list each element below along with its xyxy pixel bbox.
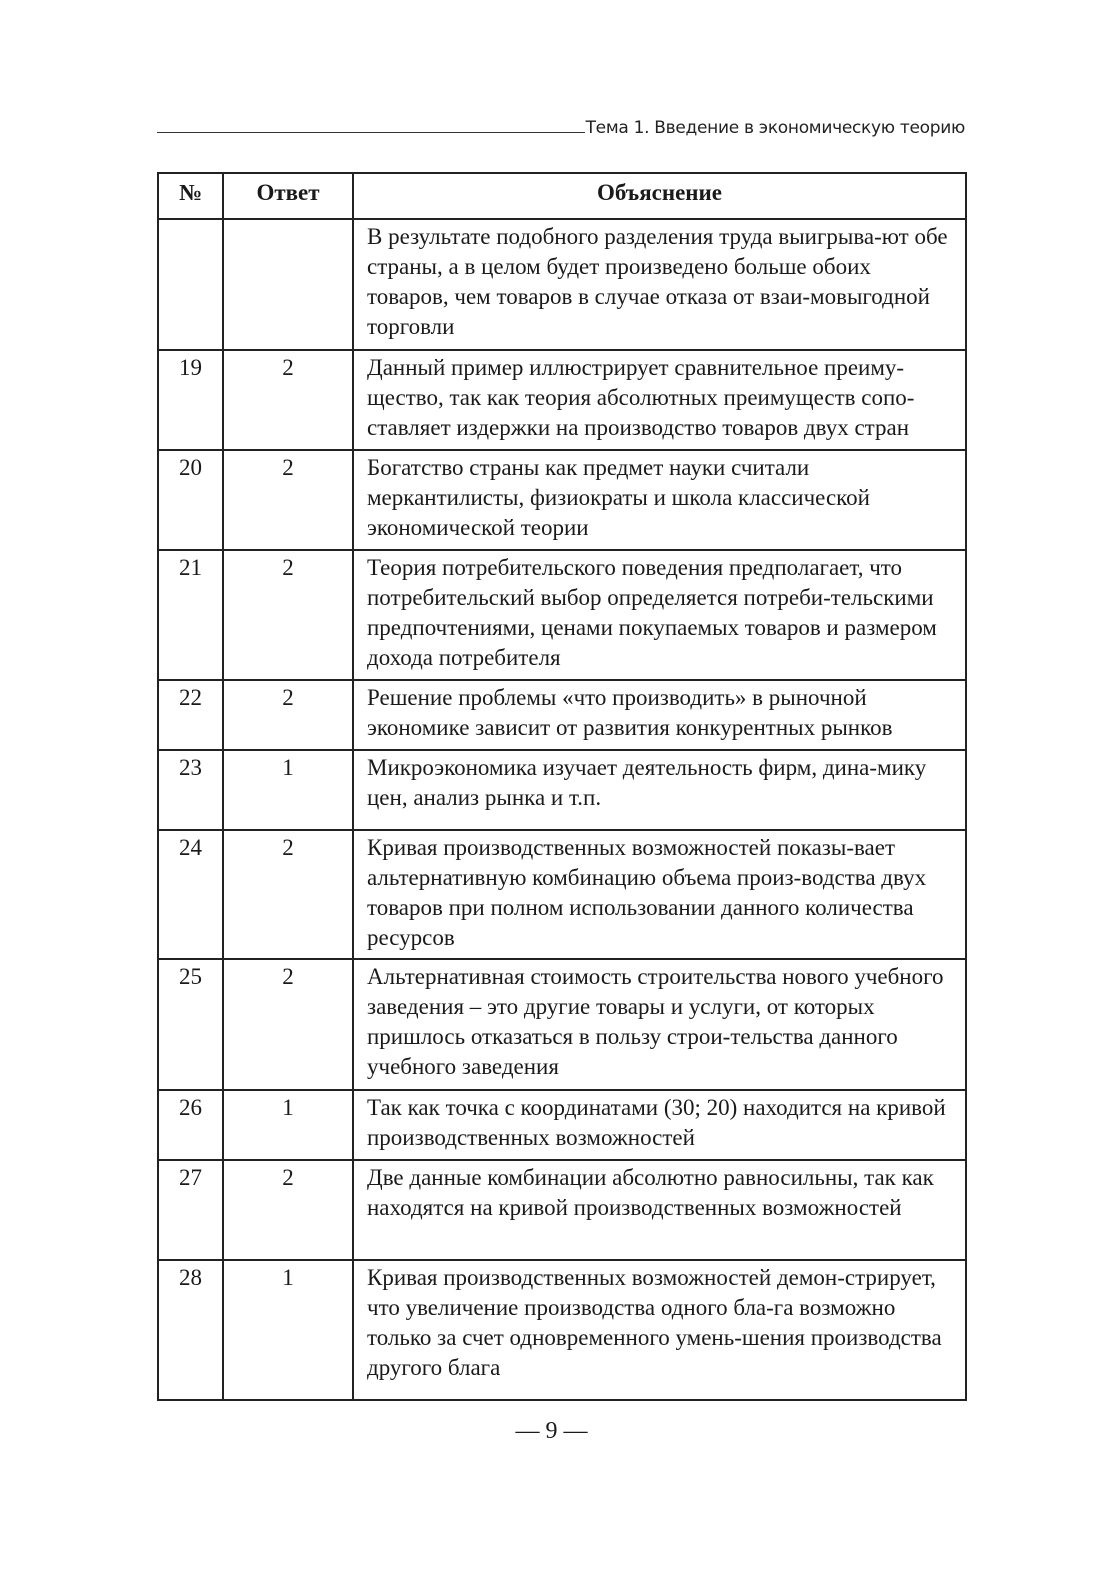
header-rule — [157, 132, 585, 133]
row-answer: 2 — [223, 550, 353, 680]
row-number: 28 — [158, 1260, 223, 1400]
row-answer: 1 — [223, 1090, 353, 1160]
row-explanation: Кривая производственных возможностей демон-стрирует, что увеличение производства одного бла-га возможно только за счет одновременного умень-шения производства другого блага — [353, 1260, 966, 1400]
row-answer: 2 — [223, 450, 353, 550]
table-row — [158, 550, 966, 680]
row-number: 25 — [158, 959, 223, 1090]
row-explanation: Микроэкономика изучает деятельность фирм, дина-мику цен, анализ рынка и т.п. — [353, 750, 966, 830]
row-explanation: Данный пример иллюстрирует сравнительное преиму-щество, так как теория абсолютных преимуществ сопо-ставляет издержки на производство товаров двух стран — [353, 350, 966, 450]
header-title: Тема 1. Введение в экономическую теорию — [585, 118, 965, 138]
row-number: 22 — [158, 680, 223, 750]
row-number: 20 — [158, 450, 223, 550]
row-explanation: Так как точка с координатами (30; 20) находится на кривой производственных возможностей — [353, 1090, 966, 1160]
table-row — [158, 959, 966, 1090]
table-row — [158, 1090, 966, 1160]
row-number: 27 — [158, 1160, 223, 1260]
row-number: 21 — [158, 550, 223, 680]
table-row — [158, 1160, 966, 1260]
column-header-explanation: Объяснение — [353, 173, 966, 219]
table-row — [158, 350, 966, 450]
row-explanation: Богатство страны как предмет науки считали меркантилисты, физиократы и школа классической экономической теории — [353, 450, 966, 550]
row-explanation: Решение проблемы «что производить» в рыночной экономике зависит от развития конкурентных рынков — [353, 680, 966, 750]
table-row — [158, 219, 966, 350]
row-explanation: Теория потребительского поведения предполагает, что потребительский выбор определяется потреби-тельскими предпочтениями, ценами покупаемых товаров и размером дохода потребителя — [353, 550, 966, 680]
row-number — [158, 219, 223, 350]
row-explanation: Кривая производственных возможностей показы-вает альтернативную комбинацию объема произ-водства двух товаров при полном использовании данного количества ресурсов — [353, 830, 966, 959]
row-number: 24 — [158, 830, 223, 959]
row-answer: 2 — [223, 959, 353, 1090]
column-header-answer: Ответ — [223, 173, 353, 219]
row-answer: 2 — [223, 680, 353, 750]
page-number: — 9 — — [515, 1418, 588, 1444]
table-row — [158, 680, 966, 750]
row-answer: 2 — [223, 1160, 353, 1260]
row-answer: 1 — [223, 1260, 353, 1400]
row-explanation: В результате подобного разделения труда выигрыва-ют обе страны, а в целом будет произведено больше обоих товаров, чем товаров в случае отказа от взаи-мовыгодной торговли — [353, 219, 966, 350]
table-row — [158, 830, 966, 959]
table-row — [158, 1260, 966, 1400]
row-explanation: Альтернативная стоимость строительства нового учебного заведения – это другие товары и услуги, от которых пришлось отказаться в пользу строи-тельства данного учебного заведения — [353, 959, 966, 1090]
answers-table — [157, 172, 967, 1401]
row-answer: 2 — [223, 830, 353, 959]
column-header-number: № — [158, 173, 223, 219]
table-row — [158, 450, 966, 550]
row-answer — [223, 219, 353, 350]
row-number: 19 — [158, 350, 223, 450]
row-explanation: Две данные комбинации абсолютно равносильны, так как находятся на кривой производственных возможностей — [353, 1160, 966, 1260]
running-header — [157, 116, 965, 146]
table-header-row — [158, 173, 966, 219]
table-row — [158, 750, 966, 830]
row-answer: 1 — [223, 750, 353, 830]
row-number: 23 — [158, 750, 223, 830]
row-number: 26 — [158, 1090, 223, 1160]
row-answer: 2 — [223, 350, 353, 450]
